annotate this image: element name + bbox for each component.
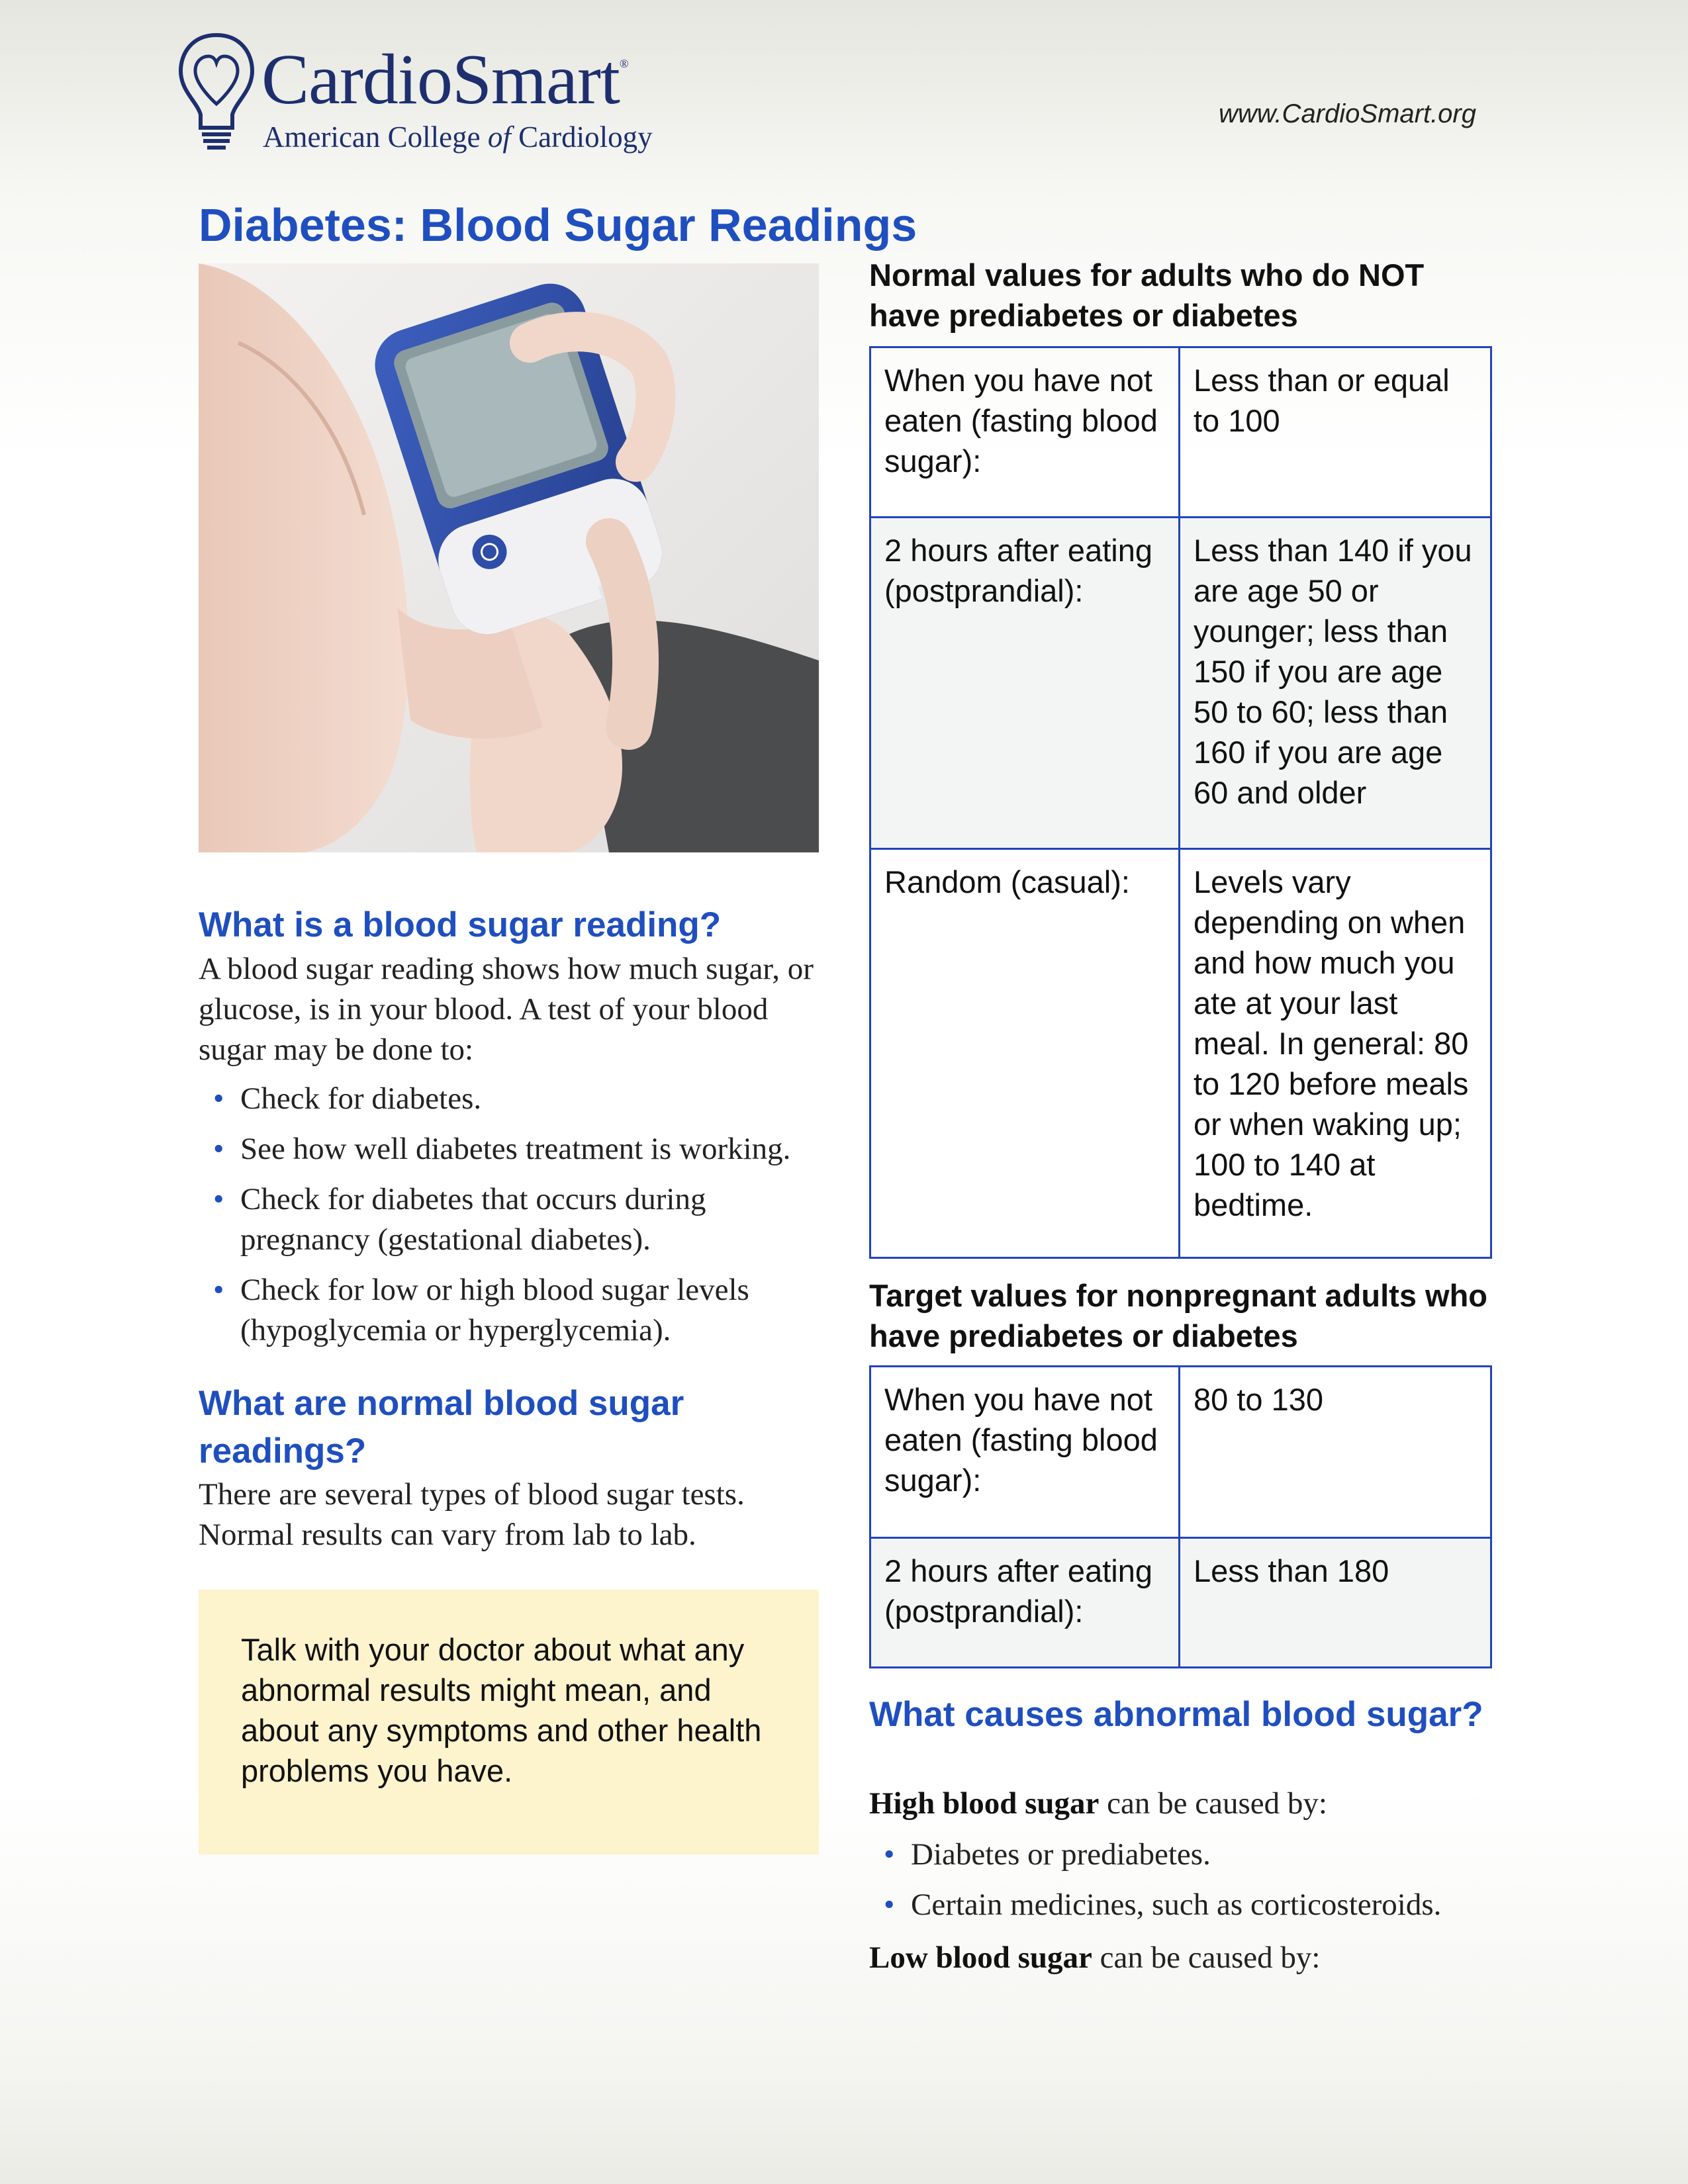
table-cell-label: Random (casual): bbox=[870, 849, 1180, 1258]
page-title: Diabetes: Blood Sugar Readings bbox=[199, 199, 917, 251]
reasons-list bbox=[199, 1079, 834, 1361]
table-cell-label: 2 hours after eating (postprandial): bbox=[870, 1538, 1180, 1668]
table-row bbox=[870, 849, 1491, 1258]
section-heading-causes: What causes abnormal blood sugar? bbox=[869, 1695, 1483, 1734]
table-row bbox=[870, 518, 1491, 849]
table-cell-value: Less than or equal to 100 bbox=[1180, 347, 1491, 518]
table-cell-value: Less than 140 if you are age 50 or younger; less than 150 if you are age 50 to 60; less than 160 if you are age 60 and older bbox=[1180, 518, 1491, 849]
list-item: • Diabetes or prediabetes. bbox=[869, 1835, 1505, 1875]
table-row bbox=[870, 1538, 1491, 1668]
table-target-values-title: Target values for nonpregnant adults who have prediabetes or diabetes bbox=[869, 1278, 1487, 1353]
table-row bbox=[870, 347, 1491, 518]
cardiosmart-logo[interactable] bbox=[175, 30, 679, 162]
table-cell-label: 2 hours after eating (postprandial): bbox=[870, 518, 1180, 849]
normal-values-table bbox=[869, 346, 1492, 1259]
section-heading-what-is: What is a blood sugar reading? bbox=[199, 905, 722, 944]
doctor-callout-box bbox=[199, 1590, 819, 1854]
table-row bbox=[870, 1367, 1491, 1538]
high-causes-list bbox=[869, 1835, 1505, 1935]
target-values-table bbox=[869, 1365, 1492, 1668]
low-blood-sugar-label: Low blood sugar bbox=[869, 1940, 1092, 1975]
brand-name: CardioSmart® bbox=[261, 40, 628, 119]
site-url-link[interactable]: www.CardioSmart.org bbox=[1218, 99, 1476, 128]
section-body-normal-readings: There are several types of blood sugar tests. Normal results can vary from lab to lab. bbox=[199, 1477, 745, 1552]
low-blood-sugar-intro: Low blood sugar can be caused by: bbox=[869, 1940, 1321, 1975]
registered-mark: ® bbox=[619, 57, 628, 70]
list-item: • Certain medicines, such as corticosteroids. bbox=[869, 1885, 1505, 1925]
high-blood-sugar-intro: High blood sugar can be caused by: bbox=[869, 1786, 1327, 1821]
lightbulb-heart-icon bbox=[175, 30, 258, 156]
table-cell-value: 80 to 130 bbox=[1180, 1367, 1491, 1538]
table-normal-values-title: Normal values for adults who do NOT have prediabetes or diabetes bbox=[869, 257, 1425, 333]
section-body-what-is: A blood sugar reading shows how much sugar, or glucose, is in your blood. A test of your blood sugar may be done to: bbox=[199, 952, 814, 1067]
table-cell-value: Less than 180 bbox=[1180, 1538, 1491, 1668]
list-item: • Check for low or high blood sugar levels (hypoglycemia or hyperglycemia). bbox=[199, 1270, 834, 1351]
callout-text: Talk with your doctor about what any abnormal results might mean, and about any symptoms and other health problems you have. bbox=[241, 1632, 762, 1788]
list-item: • See how well diabetes treatment is working. bbox=[199, 1129, 834, 1169]
brand-subtitle: American College of Cardiology bbox=[263, 120, 653, 154]
list-item: • Check for diabetes that occurs during pregnancy (gestational diabetes). bbox=[199, 1179, 834, 1260]
high-blood-sugar-label: High blood sugar bbox=[869, 1786, 1100, 1821]
table-cell-label: When you have not eaten (fasting blood sugar): bbox=[870, 347, 1180, 518]
section-heading-normal-readings: What are normal blood sugar readings? bbox=[199, 1384, 684, 1471]
list-item: • Check for diabetes. bbox=[199, 1079, 834, 1119]
table-cell-label: When you have not eaten (fasting blood sugar): bbox=[870, 1367, 1180, 1538]
table-cell-value: Levels vary depending on when and how much you ate at your last meal. In general: 80 to 120 before meals or when waking up; 100 to 140 at bedtime. bbox=[1180, 849, 1491, 1258]
glucose-meter-photo bbox=[199, 263, 819, 852]
